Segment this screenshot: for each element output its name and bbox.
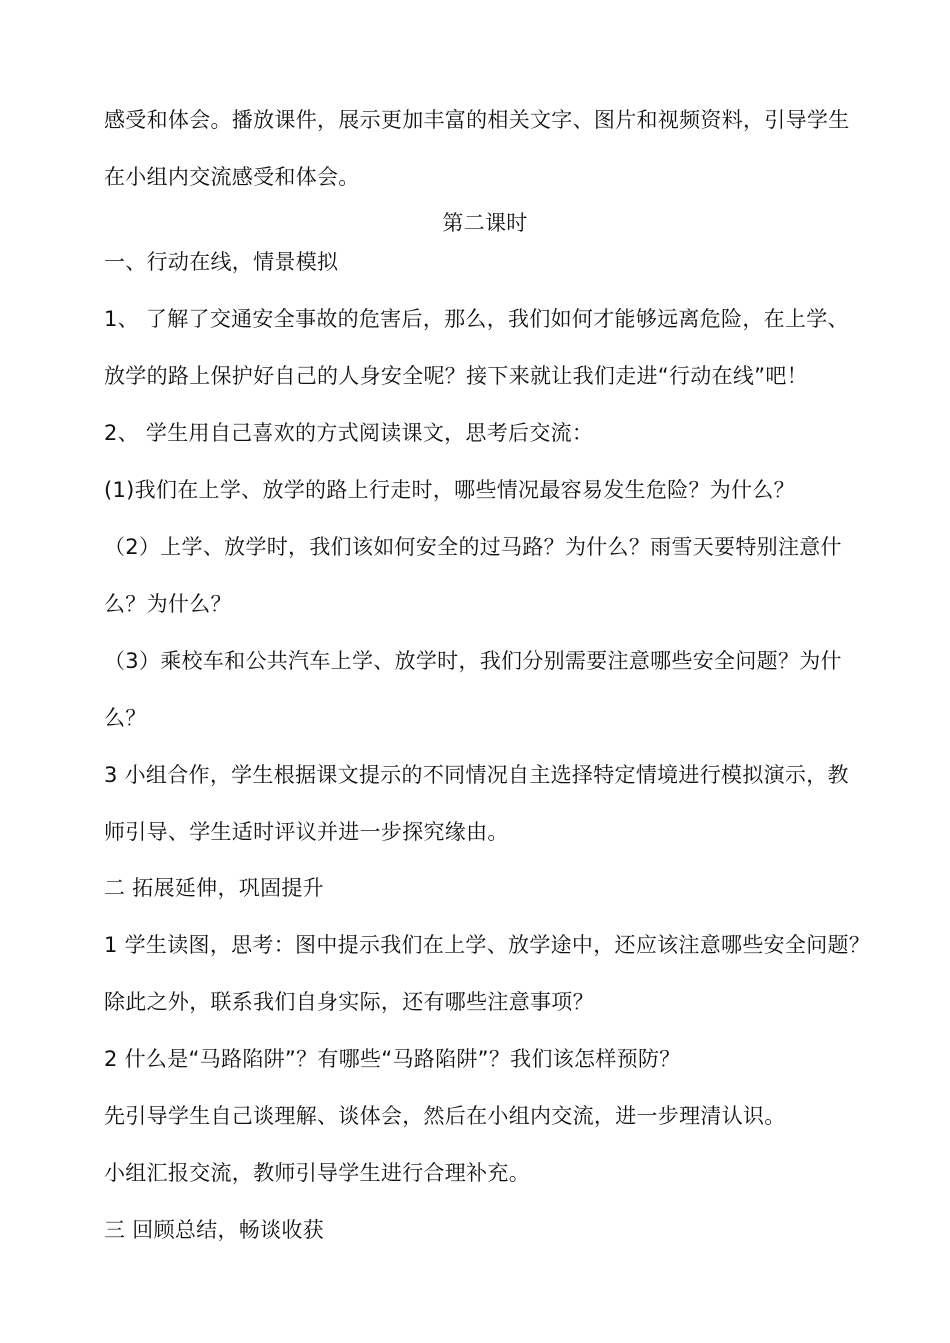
body-text-line: （3）乘校车和公共汽车上学、放学时，我们分别需要注意哪些安全问题？为什 — [104, 649, 842, 673]
body-text-line: 除此之外，联系我们自身实际，还有哪些注意事项？ — [104, 990, 594, 1014]
section-title: 二 拓展延伸，巩固提升 — [104, 876, 324, 900]
body-text-line: 感受和体会。播放课件，展示更加丰富的相关文字、图片和视频资料，引导学生 — [104, 108, 850, 132]
body-text-line: 3 小组合作，学生根据课文提示的不同情况自主选择特定情境进行模拟演示，教 — [104, 763, 849, 787]
body-text-line: 师引导、学生适时评议并进一步探究缘由。 — [104, 820, 509, 844]
body-text-line: 2、 学生用自己喜欢的方式阅读课文，思考后交流： — [104, 421, 594, 445]
body-text-line: 小组汇报交流，教师引导学生进行合理补充。 — [104, 1161, 530, 1185]
body-text-line: 先引导学生自己谈理解、谈体会，然后在小组内交流，进一步理清认识。 — [104, 1104, 786, 1128]
body-text-line: 么？为什么？ — [104, 592, 232, 616]
body-text-line: 在小组内交流感受和体会。 — [104, 165, 360, 189]
body-text-line: (1)我们在上学、放学的路上行走时，哪些情况最容易发生危险？为什么？ — [104, 478, 795, 502]
body-text-line: 1 学生读图，思考：图中提示我们在上学、放学途中，还应该注意哪些安全问题？ — [104, 933, 871, 957]
section-title: 一、行动在线，情景模拟 — [104, 250, 339, 274]
body-text-line: 放学的路上保护好自己的人身安全呢？接下来就让我们走进“行动在线”吧！ — [104, 364, 808, 388]
body-text-line: （2）上学、放学时，我们该如何安全的过马路？为什么？雨雪天要特别注意什 — [104, 535, 842, 559]
section-heading: 第二课时 — [442, 211, 528, 235]
body-text-line: 2 什么是“马路陷阱”？有哪些“马路陷阱”？我们该怎样预防？ — [104, 1047, 681, 1071]
section-title: 三 回顾总结，畅谈收获 — [104, 1218, 324, 1242]
body-text-line: 1、 了解了交通安全事故的危害后，那么，我们如何才能够远离危险，在上学、 — [104, 307, 849, 331]
body-text-line: 么？ — [104, 706, 147, 730]
